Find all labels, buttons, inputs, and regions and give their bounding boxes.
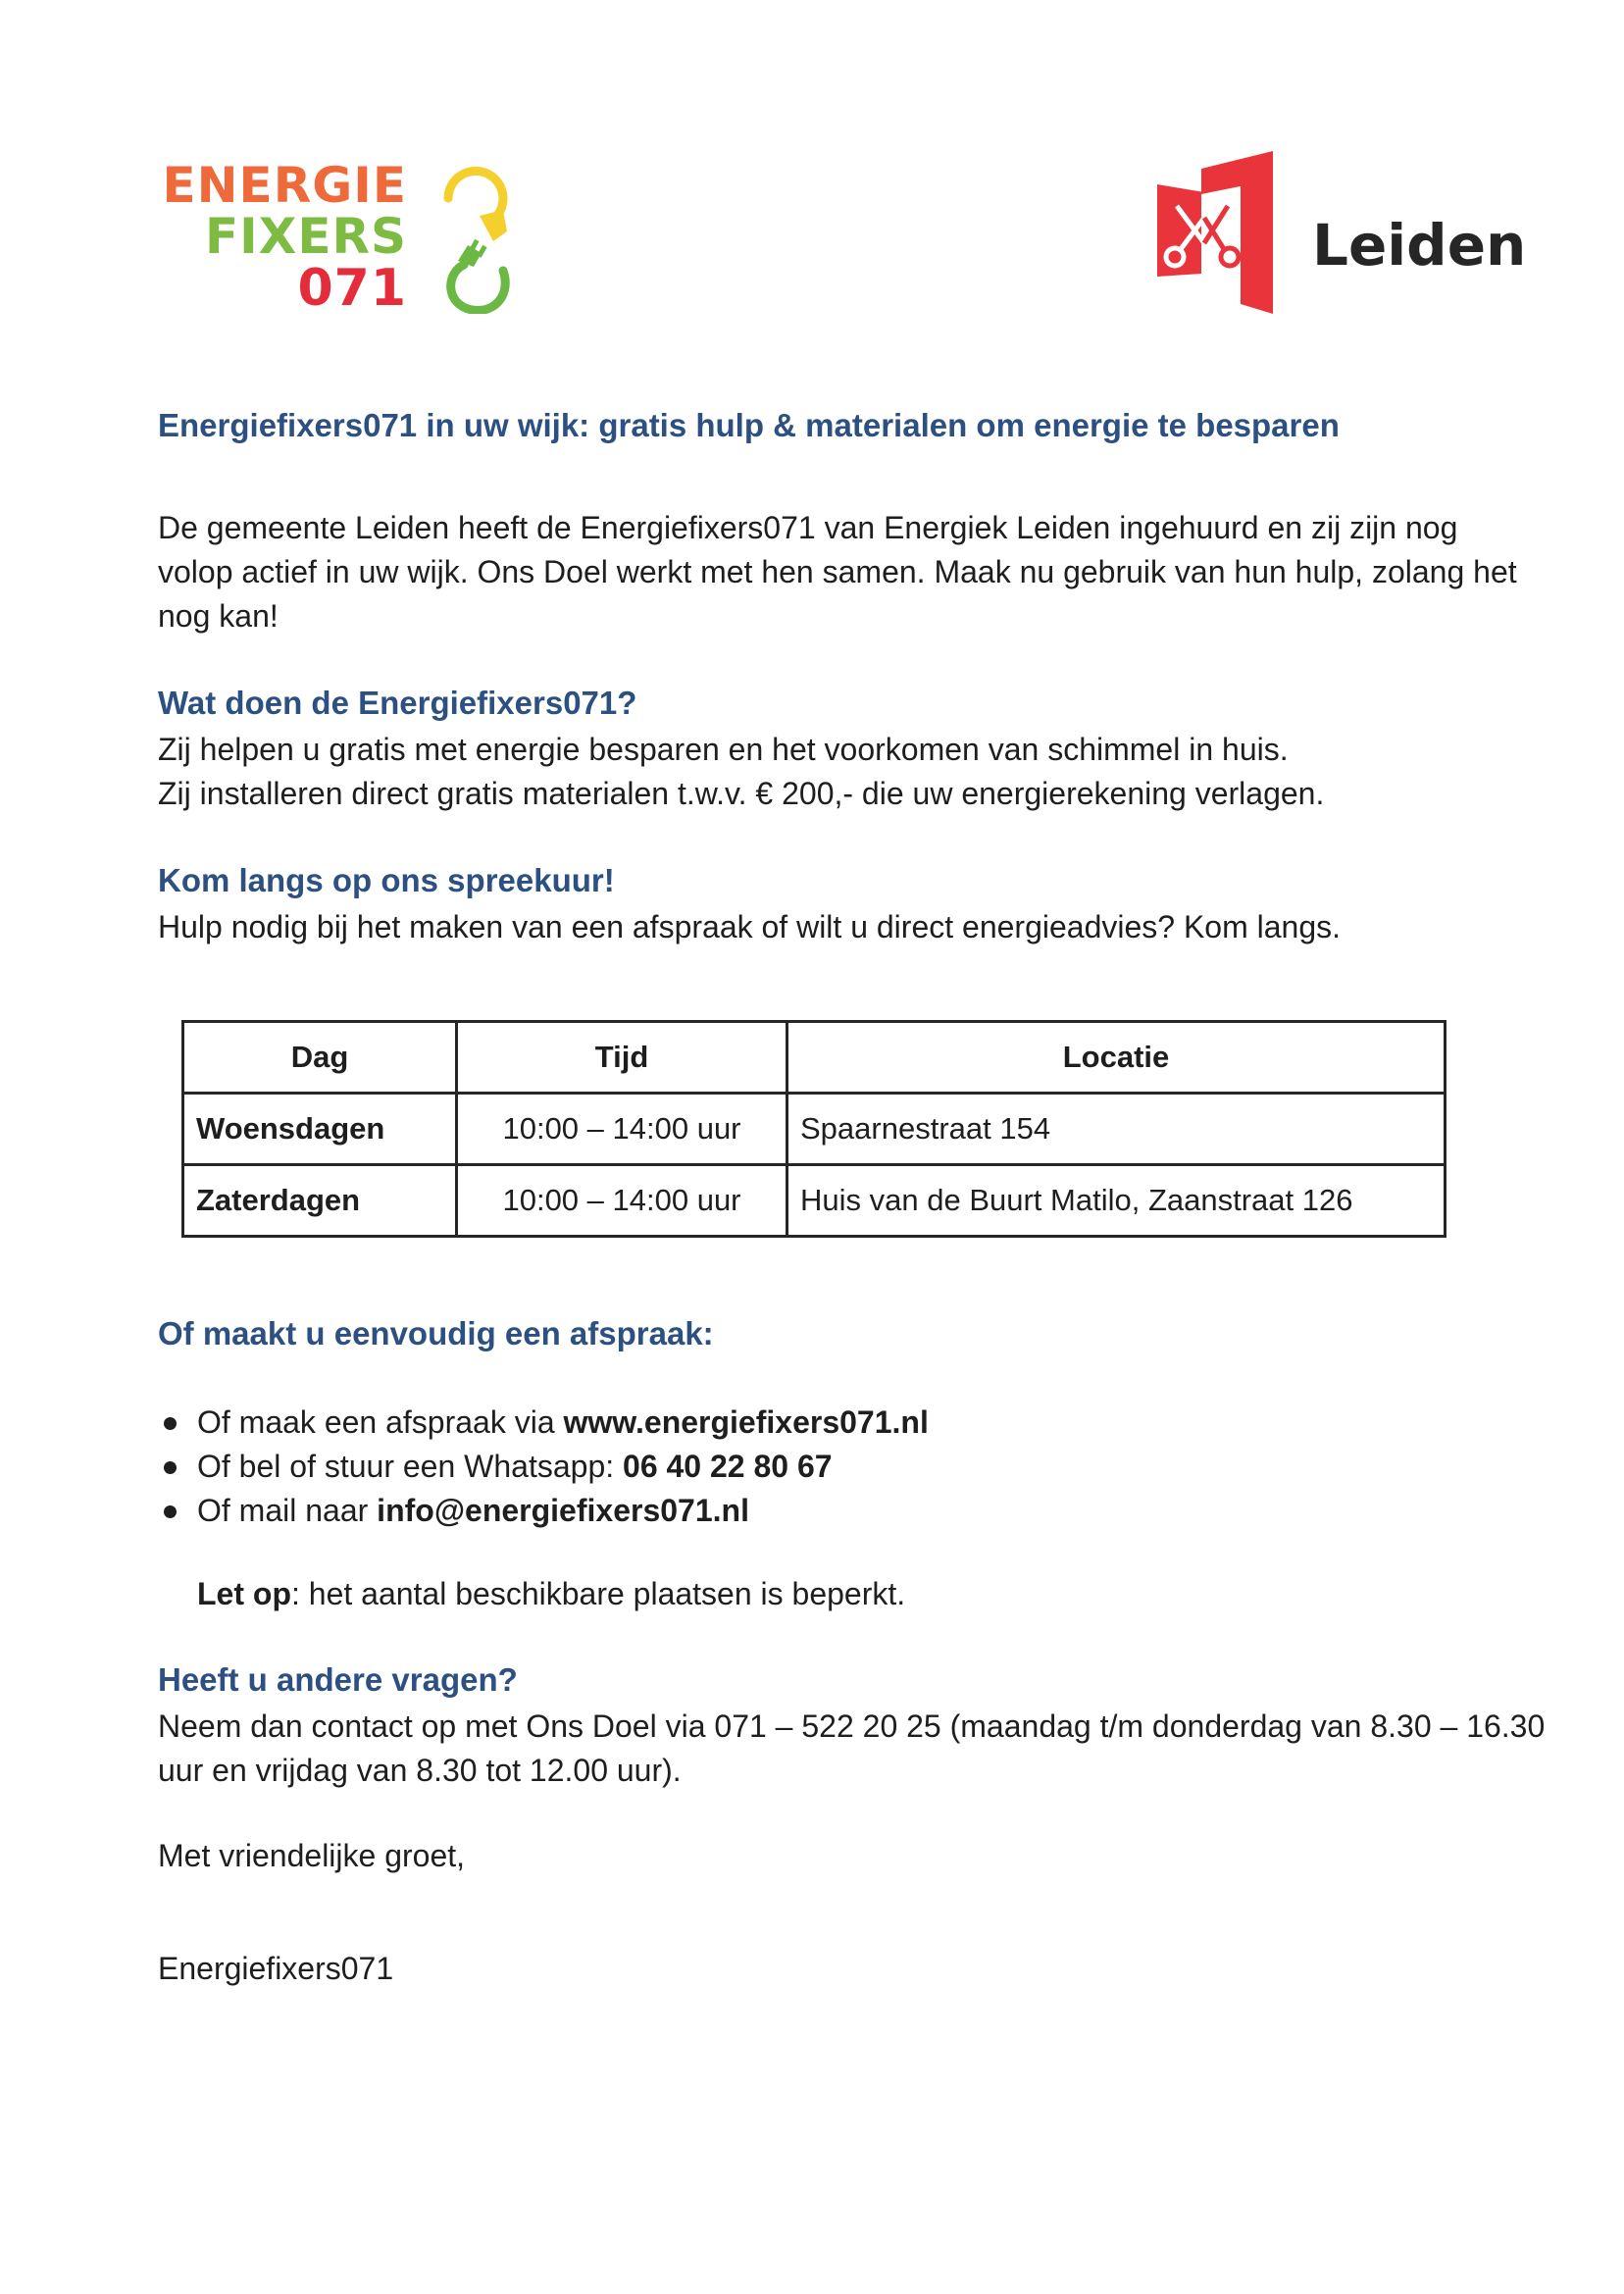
column-header-locatie: Locatie xyxy=(787,1022,1446,1094)
list-item-text: Of mail naar xyxy=(197,1493,378,1528)
schedule-table xyxy=(181,1020,1446,1238)
list-item-text: Of bel of stuur een Whatsapp: xyxy=(197,1449,624,1484)
list-item xyxy=(158,1489,929,1533)
section-body-kom: Hulp nodig bij het maken van een afspraak of wilt u direct energieadvies? Kom langs. xyxy=(158,909,1342,944)
notice-text: : het aantal beschikbare plaatsen is beperkt. xyxy=(290,1576,906,1611)
logo-word-energie: ENERGIE xyxy=(162,157,407,214)
list-item xyxy=(158,1445,929,1489)
bullet-icon xyxy=(164,1461,177,1474)
list-item-text: Of maak een afspraak via xyxy=(197,1404,564,1440)
notice-label: Let op xyxy=(197,1576,291,1611)
section-heading-vragen: Heeft u andere vragen? xyxy=(158,1661,518,1698)
column-header-tijd: Tijd xyxy=(457,1022,787,1094)
cell-dag: Woensdagen xyxy=(183,1094,457,1165)
section-body-wat xyxy=(158,728,1550,816)
closing-greeting: Met vriendelijke groet, xyxy=(158,1838,466,1873)
page-title: Energiefixers071 in uw wijk: gratis hulp & materialen om energie te besparen xyxy=(158,407,1340,443)
leiden-logo xyxy=(1157,147,1530,314)
website-link[interactable]: www.energiefixers071.nl xyxy=(563,1404,929,1440)
logo-word-071: 071 xyxy=(297,259,407,318)
section-heading-afspraak: Of maakt u eenvoudig een afspraak: xyxy=(158,1315,714,1351)
wat-line: Zij helpen u gratis met energie besparen en het voorkomen van schimmel in huis. xyxy=(158,732,1289,767)
intro-paragraph: De gemeente Leiden heeft de Energiefixers071 van Energiek Leiden ingehuurd en zij zijn nog volop actief in uw wijk. Ons Doel werkt met hen samen. Maak nu gebruik van hun hulp, zolang het nog kan! xyxy=(158,510,1517,634)
email-link[interactable]: info@energiefixers071.nl xyxy=(377,1493,749,1528)
section-heading-wat: Wat doen de Energiefixers071? xyxy=(158,685,637,721)
signature: Energiefixers071 xyxy=(158,1951,394,1986)
cell-locatie: Huis van de Buurt Matilo, Zaanstraat 126 xyxy=(787,1165,1446,1237)
table-row xyxy=(183,1165,1446,1237)
table-header-row xyxy=(183,1022,1446,1094)
contact-list xyxy=(158,1401,929,1533)
energiefixers-logo xyxy=(162,157,515,324)
plug-icon xyxy=(438,157,517,314)
crossed-keys-icon xyxy=(1157,147,1304,314)
cell-dag: Zaterdagen xyxy=(183,1165,457,1237)
bullet-icon xyxy=(164,1417,177,1430)
section-heading-kom: Kom langs op ons spreekuur! xyxy=(158,862,615,898)
cell-locatie: Spaarnestraat 154 xyxy=(787,1094,1446,1165)
phone-number[interactable]: 06 40 22 80 67 xyxy=(623,1449,833,1484)
logo-word-fixers: FIXERS xyxy=(205,208,407,265)
section-body-vragen: Neem dan contact op met Ons Doel via 071 – 522 20 25 (maandag t/m donderdag van 8.30 – 16.30 uur en vrijdag van 8.30 tot 12.00 uur). xyxy=(158,1708,1546,1788)
cell-tijd: 10:00 – 14:00 uur xyxy=(457,1094,787,1165)
cell-tijd: 10:00 – 14:00 uur xyxy=(457,1165,787,1237)
leiden-wordmark: Leiden xyxy=(1312,212,1527,279)
wat-line: Zij installeren direct gratis materialen t.w.v. € 200,- die uw energierekening verlagen. xyxy=(158,776,1325,811)
column-header-dag: Dag xyxy=(183,1022,457,1094)
notice xyxy=(197,1572,905,1616)
bullet-icon xyxy=(164,1505,177,1518)
table-row xyxy=(183,1094,1446,1165)
list-item xyxy=(158,1401,929,1445)
